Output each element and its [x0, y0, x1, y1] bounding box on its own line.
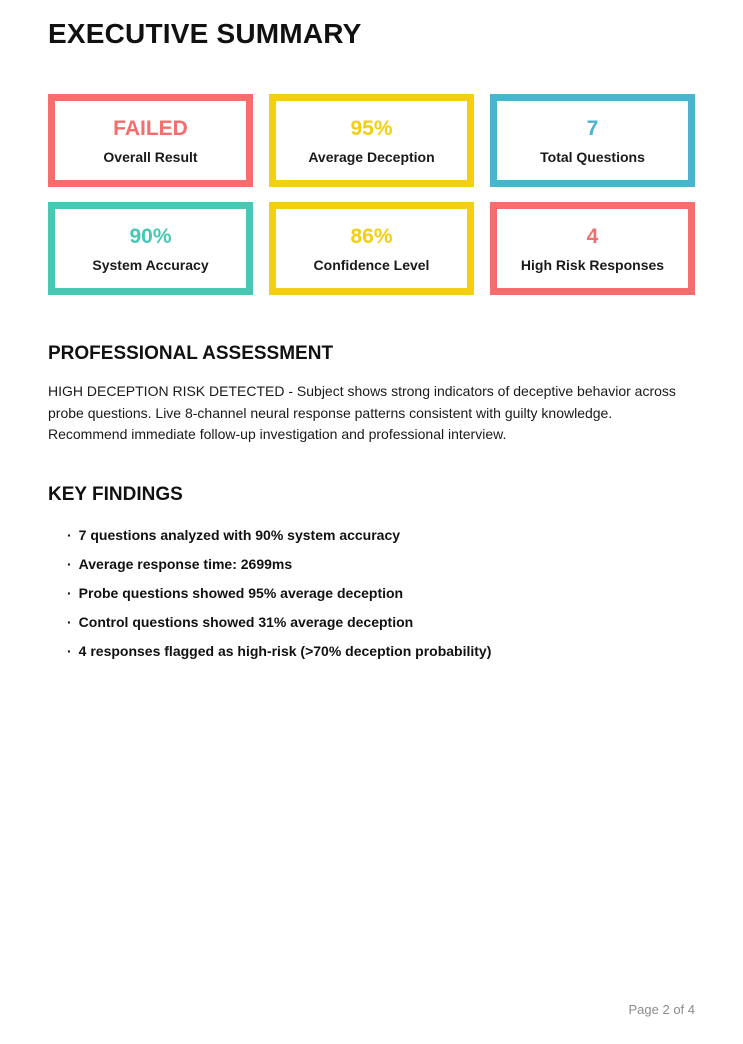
page-title: EXECUTIVE SUMMARY	[48, 18, 362, 49]
bullet-marker: ·	[67, 555, 72, 572]
metric-card-overall-result	[48, 94, 253, 187]
metric-card-system-accuracy	[48, 202, 253, 295]
metric-value: 86%	[350, 224, 393, 248]
metric-value: 95%	[350, 116, 393, 140]
metric-label: Confidence Level	[313, 256, 430, 273]
metric-card-confidence-level	[269, 202, 474, 295]
bullet-marker: ·	[67, 526, 72, 543]
metric-label: Overall Result	[103, 148, 198, 165]
key-finding-item	[67, 643, 695, 659]
metrics-grid	[48, 94, 695, 295]
key-finding-item	[67, 585, 695, 601]
bullet-marker: ·	[67, 642, 72, 659]
key-finding-text: Average response time: 2699ms	[78, 555, 293, 572]
metric-card-total-questions	[490, 94, 695, 187]
metric-card-high-risk-responses	[490, 202, 695, 295]
key-finding-text: Control questions showed 31% average deception	[78, 613, 414, 630]
metric-label: Total Questions	[540, 148, 645, 165]
metric-value: 7	[586, 116, 599, 140]
metric-label: High Risk Responses	[520, 256, 665, 273]
bullet-marker: ·	[67, 613, 72, 630]
assessment-paragraph: HIGH DECEPTION RISK DETECTED - Subject shows strong indicators of deceptive behavior across probe questions. Live 8-channel neural response patterns consistent with guilty knowledge. Recommend immediate follow-up investigation and professional interview.	[48, 383, 676, 442]
key-finding-text: 4 responses flagged as high-risk (>70% deception probability)	[78, 642, 492, 659]
page-number: Page 2 of 4	[628, 1002, 695, 1017]
metric-value: 4	[586, 224, 599, 248]
key-findings-list	[48, 527, 695, 659]
metric-label: System Accuracy	[92, 256, 209, 273]
metric-value: 90%	[129, 224, 172, 248]
metric-label: Average Deception	[308, 148, 435, 165]
key-finding-text: 7 questions analyzed with 90% system accuracy	[78, 526, 401, 543]
section-heading-key-findings: KEY FINDINGS	[48, 483, 183, 505]
bullet-marker: ·	[67, 584, 72, 601]
metric-value: FAILED	[113, 116, 188, 140]
metric-card-average-deception	[269, 94, 474, 187]
key-finding-item	[67, 527, 695, 543]
key-finding-item	[67, 614, 695, 630]
key-finding-text: Probe questions showed 95% average deception	[78, 584, 404, 601]
key-finding-item	[67, 556, 695, 572]
section-heading-professional-assessment: PROFESSIONAL ASSESSMENT	[48, 343, 334, 364]
